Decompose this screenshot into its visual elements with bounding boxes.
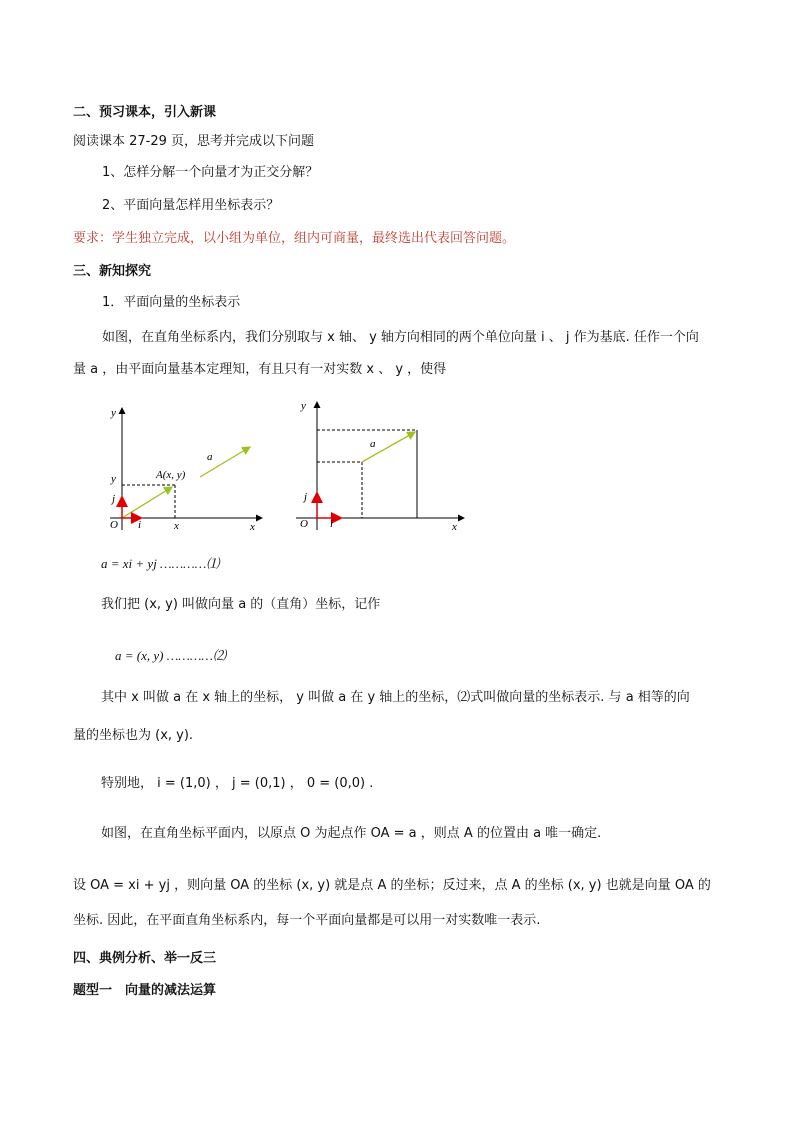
vector-a-label: a [370,438,376,450]
question-type-1: 题型一 向量的减法运算 [73,983,217,998]
paragraph-5-line-2: 坐标. 因此，在平面直角坐标系内，每一个平面向量都是可以用一对实数唯一表示. [73,913,541,928]
px-label: x [174,520,179,532]
section3-heading: 三、新知探究 [73,264,152,279]
coordinate-figure-1 [100,400,270,535]
paragraph-1-line-1: 如图，在直角坐标系内，我们分别取与 x 轴、 y 轴方向相同的两个单位向量 i 、 j 作为基底. 任作一个向 [102,330,699,345]
x-axis-label: x [452,521,457,533]
paragraph-4: 如图，在直角坐标平面内，以原点 O 为起点作 OA = a ，则点 A 的位置由 a 唯一确定. [101,826,602,841]
question-1: 1、怎样分解一个向量才为正交分解？ [102,165,319,180]
j-label: j [112,493,116,505]
point-a-label: A(x, y) [156,469,186,481]
y-axis-label: y [301,400,306,412]
requirement-note: 要求：学生独立完成，以小组为单位，组内可商量，最终选出代表回答问题。 [73,231,516,246]
section4-heading: 四、典例分析、举一反三 [73,951,217,966]
paragraph-2: 我们把 (x, y) 叫做向量 a 的（直角）坐标，记作 [101,597,381,612]
py-label: y [111,473,116,485]
j-label: j [304,491,308,503]
i-label: i [138,519,142,531]
section2-intro: 阅读课本 27-29 页，思考并完成以下问题 [73,134,315,149]
paragraph-5-line-1: 设 OA = xi + yj ，则向量 OA 的坐标 (x, y) 就是点 A 的坐标；反过来，点 A 的坐标 (x, y) 也就是向量 OA 的 [73,878,711,893]
special-case: 特别地， i = (1,0) ， j = (0,1) ， 0 = (0,0) . [101,776,374,791]
section2-heading: 二、预习课本，引入新课 [73,105,217,120]
vector-a-label: a [207,451,213,463]
paragraph-3-line-2: 量的坐标也为 (x, y). [73,728,194,743]
i-label: i [330,518,334,530]
question-2: 2、平面向量怎样用坐标表示？ [102,198,280,213]
x-axis-label: x [250,521,255,533]
origin-label: O [300,518,308,530]
coordinate-figure-2 [292,396,472,536]
equation-1: a = xi + yj …………⑴ [101,556,220,571]
vector-oa [122,487,172,518]
paragraph-3-line-1: 其中 x 叫做 a 在 x 轴上的坐标， y 叫做 a 在 y 轴上的坐标，⑵式叫做向量的坐标表示. 与 a 相等的向 [101,690,690,705]
y-axis-label: y [111,407,116,419]
origin-label: O [110,519,118,531]
equation-2: a = (x, y) …………⑵ [115,648,226,663]
subsection-1-title: 1．平面向量的坐标表示 [102,295,241,310]
paragraph-1-line-2: 量 a ，由平面向量基本定理知，有且只有一对实数 x 、 y ，使得 [73,362,447,377]
